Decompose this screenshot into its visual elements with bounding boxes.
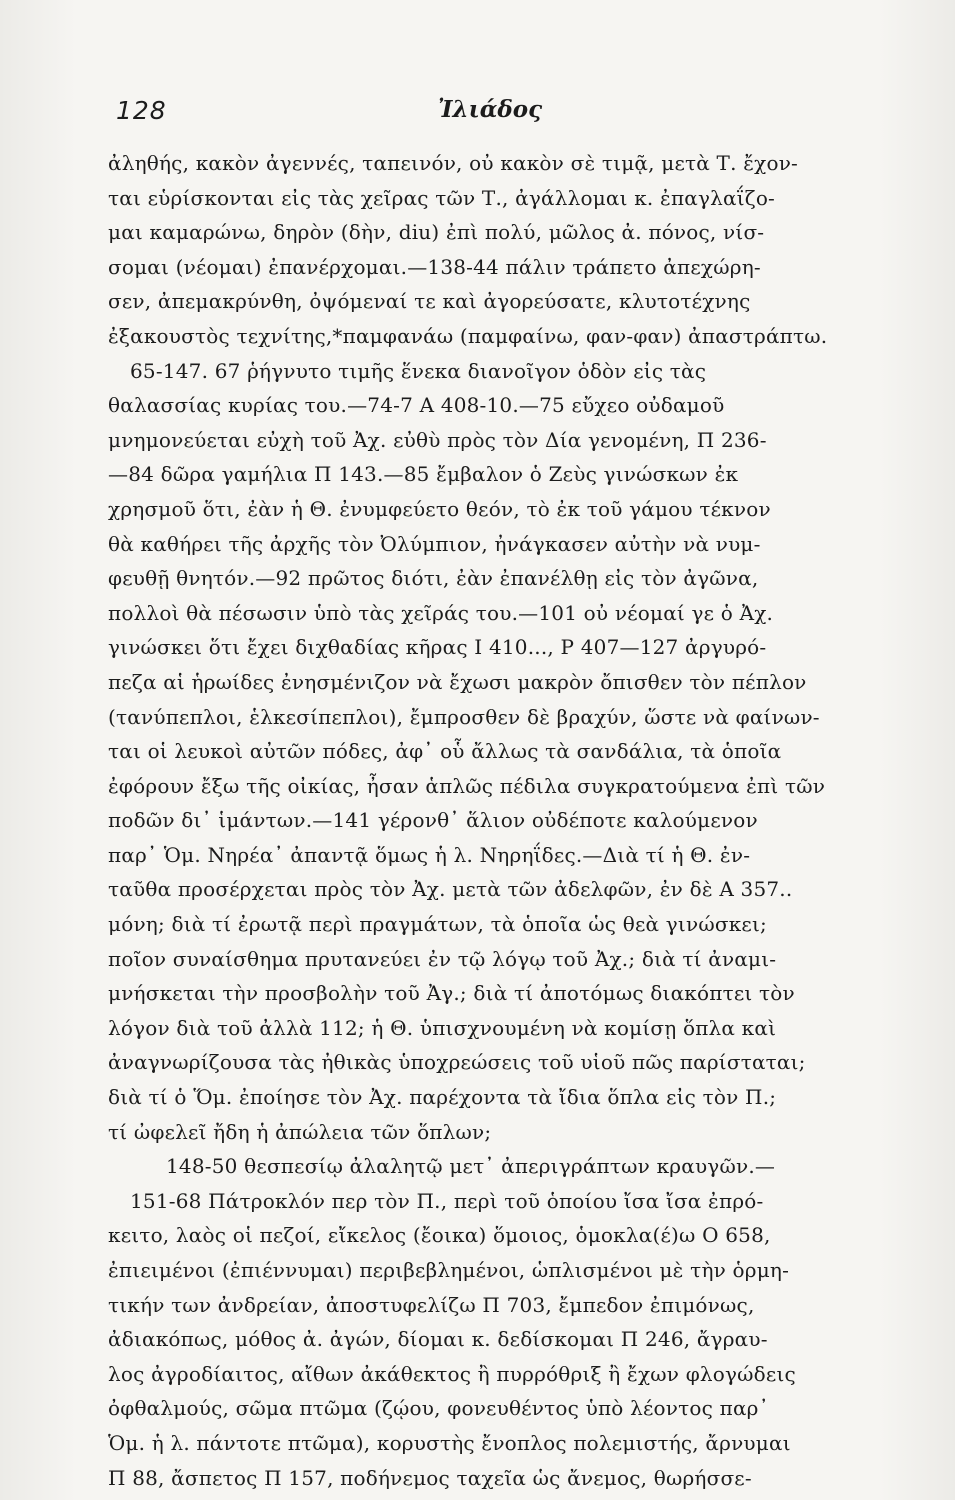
- text-line: μνημονεύεται εὐχὴ τοῦ Ἀχ. εὐθὺ πρὸς τὸν Δία γενομένη, Π 236-: [108, 427, 767, 452]
- text-line: τικήν των ἀνδρείαν, ἀποστυφελίζω Π 703, ἔμπεδον ἐπιμόνως,: [108, 1292, 755, 1317]
- text-line: σεν, ἀπεμακρύνθη, ὀψόμεναί τε καὶ ἀγορεύσατε, κλυτοτέχνης: [108, 289, 751, 314]
- text-line: ὀφθαλμούς, σῶμα πτῶμα (ζῴου, φονευθέντος ὑπὸ λέοντος παρ᾽: [108, 1396, 769, 1421]
- text-line: θαλασσίας κυρίας του.—74-7 Α 408-10.—75 εὔχεο οὐδαμοῦ: [108, 393, 725, 418]
- text-line: ἐφόρουν ἔξω τῆς οἰκίας, ἦσαν ἁπλῶς πέδιλα συγκρατούμενα ἐπὶ τῶν: [108, 773, 826, 798]
- text-line: μνήσκεται τὴν προσβολὴν τοῦ Ἀγ.; διὰ τί ἀποτόμως διακόπτει τὸν: [108, 981, 795, 1006]
- page-number: 128: [116, 96, 167, 125]
- text-line: ἐξακουστὸς τεχνίτης,*παμφανάω (παμφαίνω, φαν-φαν) ἀπαστράπτω.: [108, 323, 828, 348]
- text-line: 151-68 Πάτροκλόν περ τὸν Π., περὶ τοῦ ὁποίου ἴσα ἴσα ἐπρό-: [130, 1188, 764, 1213]
- text-line: μόνη; διὰ τί ἐρωτᾷ περὶ πραγμάτων, τὰ ὁποῖα ὡς θεὰ γινώσκει;: [108, 912, 767, 937]
- text-line: ἀληθής, κακὸν ἀγεννές, ταπεινόν, οὐ κακὸν σὲ τιμᾷ, μετὰ Τ. ἔχον-: [108, 151, 799, 175]
- text-line: ἀδιακόπως, μόθος ἀ. ἀγών, δίομαι κ. δεδίσκομαι Π 246, ἄγραυ-: [108, 1327, 768, 1352]
- text-line: ποῖον συναίσθημα πρυτανεύει ἐν τῷ λόγῳ τοῦ Ἀχ.; διὰ τί ἀναμι-: [108, 946, 777, 971]
- text-line: Π 88, ἄσπετος Π 157, ποδήνεμος ταχεῖα ὡς ἄνεμος, θωρήσσε-: [108, 1465, 752, 1490]
- text-line: χρησμοῦ ὅτι, ἐὰν ἡ Θ. ἐνυμφεύετο θεόν, τὸ ἐκ τοῦ γάμου τέκνον: [108, 496, 771, 521]
- text-line: ταῦθα προσέρχεται πρὸς τὸν Ἀχ. μετὰ τῶν ἀδελφῶν, ἐν δὲ Α 357..: [108, 877, 793, 902]
- text-line: ται εὑρίσκονται εἰς τὰς χεῖρας τῶν Τ., ἀγάλλομαι κ. ἐπαγλαΐζο-: [108, 185, 776, 210]
- text-line: 148-50 θεσπεσίῳ ἀλαλητῷ μετ᾽ ἀπεριγράπτων κραυγῶν.—: [166, 1154, 776, 1179]
- text-line: σομαι (νέομαι) ἐπανέρχομαι.—138-44 πάλιν τράπετο ἀπεχώρη-: [108, 254, 761, 279]
- commentary-text: [108, 146, 878, 1495]
- text-line: φευθῇ θνητόν.—92 πρῶτος διότι, ἐὰν ἐπανέλθῃ εἰς τὸν ἀγῶνα,: [108, 566, 759, 591]
- text-line: (τανύπεπλοι, ἑλκεσίπεπλοι), ἔμπροσθεν δὲ βραχύν, ὥστε νὰ φαίνων-: [108, 704, 820, 729]
- text-line: —84 δῶρα γαμήλια Π 143.—85 ἔμβαλον ὁ Ζεὺς γινώσκων ἐκ: [108, 462, 739, 487]
- page-header: [108, 96, 865, 132]
- text-line: Ὁμ. ἡ λ. πάντοτε πτῶμα), κορυστὴς ἔνοπλος πολεμιστής, ἄρνυμαι: [108, 1430, 791, 1455]
- text-line: ται οἱ λευκοὶ αὐτῶν πόδες, ἀφ᾽ οὗ ἄλλως τὰ σανδάλια, τὰ ὁποῖα: [108, 739, 782, 764]
- text-line: ἀναγνωρίζουσα τὰς ἠθικὰς ὑποχρεώσεις τοῦ υἱοῦ πῶς παρίσταται;: [108, 1050, 806, 1075]
- text-line: θὰ καθήρει τῆς ἀρχῆς τὸν Ὀλύμπιον, ἠνάγκασεν αὐτὴν νὰ νυμ-: [108, 531, 761, 556]
- text-line: πολλοὶ θὰ πέσωσιν ὑπὸ τὰς χεῖράς του.—101 οὐ νέομαί γε ὁ Ἀχ.: [108, 600, 774, 625]
- running-title: Ἰλιάδος: [438, 96, 543, 123]
- text-line: ἐπιειμένοι (ἐπιέννυμαι) περιβεβλημένοι, ὡπλισμένοι μὲ τὴν ὁρμη-: [108, 1258, 790, 1282]
- text-line: τί ὠφελεῖ ἤδη ἡ ἀπώλεια τῶν ὅπλων;: [108, 1119, 492, 1144]
- text-line: ποδῶν δι᾽ ἱμάντων.—141 γέρονθ᾽ ἅλιον οὐδέποτε καλούμενον: [108, 808, 758, 833]
- text-line: παρ᾽ Ὁμ. Νηρέα᾽ ἀπαντᾷ ὅμως ἡ λ. Νηρηΐδες.—Διὰ τί ἡ Θ. ἐν-: [108, 842, 751, 867]
- text-line: λος ἀγροδίαιτος, αἴθων ἀκάθεκτος ἢ πυρρόθριξ ἢ ἔχων φλογώδεις: [108, 1361, 796, 1386]
- text-line: πεζα αἱ ἡρωίδες ἐνησμένιζον νὰ ἔχωσι μακρὸν ὄπισθεν τὸν πέπλον: [108, 669, 807, 694]
- text-line: λόγον διὰ τοῦ ἀλλὰ 112; ἡ Θ. ὑπισχνουμένη νὰ κομίσῃ ὅπλα καὶ: [108, 1015, 777, 1040]
- text-line: μαι καμαρώνω, δηρὸν (δὴν, diu) ἐπὶ πολύ, μῶλος ἀ. πόνος, νίσ-: [108, 220, 765, 245]
- text-line: διὰ τί ὁ Ὅμ. ἐποίησε τὸν Ἀχ. παρέχοντα τὰ ἴδια ὅπλα εἰς τὸν Π.;: [108, 1085, 777, 1110]
- text-line: 65-147. 67 ῥήγνυτο τιμῆς ἕνεκα διανοῖγον ὁδὸν εἰς τὰς: [130, 358, 707, 383]
- text-line: γινώσκει ὅτι ἔχει διχθαδίας κῆρας Ι 410..., Ρ 407—127 ἀργυρό-: [108, 635, 767, 660]
- text-line: κειτο, λαὸς οἱ πεζοί, εἴκελος (ἔοικα) ὅμοιος, ὁμοκλα(έ)ω Ο 658,: [108, 1223, 771, 1248]
